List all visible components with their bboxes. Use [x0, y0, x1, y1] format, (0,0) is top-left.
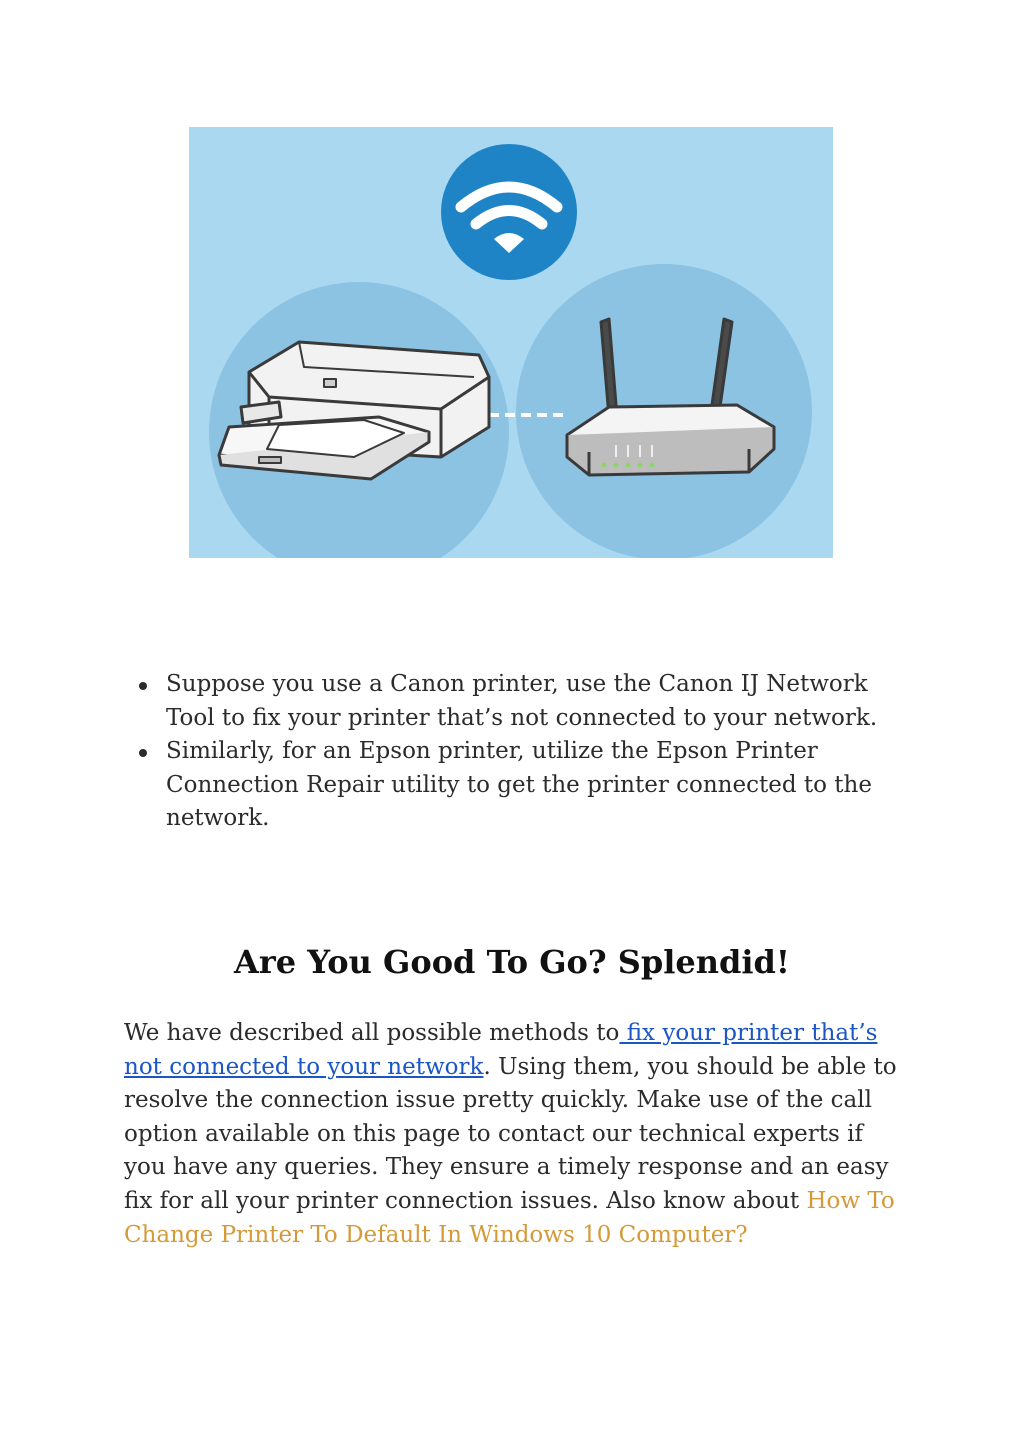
- list-item: Similarly, for an Epson printer, utilize the Epson Printer Connection Repair utility to get the printer connected to the network.: [124, 735, 914, 836]
- list-item: Suppose you use a Canon printer, use the Canon IJ Network Tool to fix your printer that’s not connected to your network.: [124, 668, 914, 735]
- fix-printer-link[interactable]: fix your printer that’s not connected to your network: [124, 1020, 878, 1080]
- body-paragraph: [124, 1017, 904, 1252]
- paragraph-body: . Using them, you should be able to resolve the connection issue pretty quickly. Make use of the call option available on this page to contact our technical experts if you have any queries. They ensure a timely response and an easy fix for all your printer connection issues. Also know about: [124, 1053, 897, 1214]
- paragraph-intro: We have described all possible methods to: [124, 1020, 620, 1046]
- printer-router-illustration: [189, 127, 833, 558]
- section-heading: Are You Good To Go? Splendid!: [234, 943, 790, 981]
- change-default-printer-link[interactable]: How To Change Printer To Default In Windows 10 Computer?: [124, 1187, 895, 1248]
- bullet-list: [124, 668, 914, 836]
